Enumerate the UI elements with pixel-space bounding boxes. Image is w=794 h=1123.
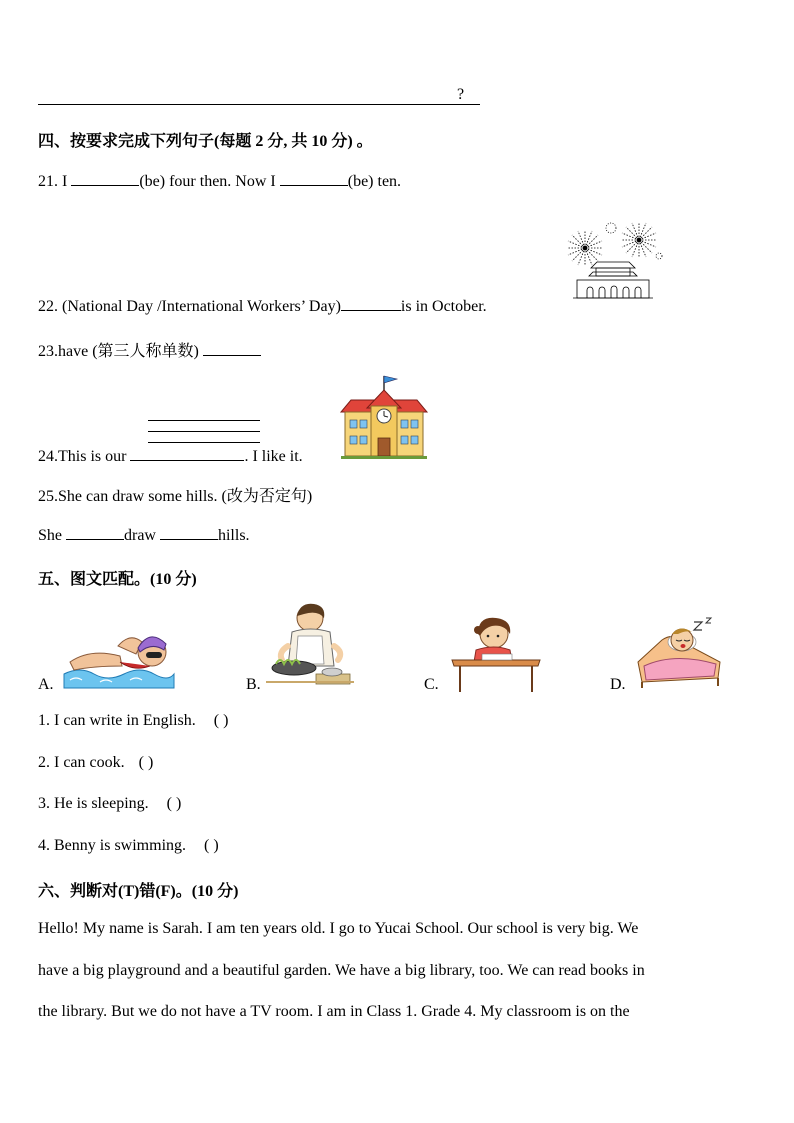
q25-answer-a: She	[38, 527, 66, 544]
picture-label-c: C.	[424, 676, 439, 693]
q24	[38, 446, 303, 466]
q22-part-a: 22. (National Day /International Workers’ Day)	[38, 298, 341, 315]
q25-answer-b: draw	[124, 527, 160, 544]
school-icon	[337, 372, 431, 460]
q25: 25.She can draw some hills. (改为否定句)	[38, 488, 313, 505]
passage-line-2: have a big playground and a beautiful garden. We have a big library, too. We can read books in	[38, 962, 645, 979]
top-answer-line	[38, 104, 480, 105]
q22-part-b: is in October.	[400, 298, 487, 315]
q24-extra-line-3	[148, 442, 260, 443]
q24-extra-line-1	[148, 420, 260, 421]
answer-paren[interactable]: ( )	[138, 754, 154, 771]
match-item-text: 4. Benny is swimming.	[38, 837, 187, 854]
match-item-text: 1. I can write in English.	[38, 712, 196, 729]
q25-blank-2[interactable]	[160, 525, 218, 540]
q22-blank[interactable]	[341, 296, 401, 311]
q23-blank[interactable]	[203, 341, 261, 356]
q24-extra-line-2	[148, 431, 260, 432]
sleeping-boy-icon	[634, 616, 722, 688]
q23	[38, 338, 261, 361]
q22	[38, 296, 487, 316]
q21-blank-1[interactable]	[71, 171, 139, 186]
question-mark: ?	[457, 86, 465, 103]
q24-part-a: 24.This is our	[38, 448, 131, 465]
q21-part-a: . I	[54, 173, 72, 190]
section5-heading: 五、图文匹配。(10 分)	[38, 571, 197, 588]
q23-part-a: 23.have (第三人称单数)	[38, 343, 203, 360]
match-item-text: 3. He is sleeping.	[38, 795, 149, 812]
q25-answer-c: hills.	[217, 527, 250, 544]
picture-label-d: D.	[610, 676, 626, 693]
q24-blank[interactable]	[130, 446, 244, 461]
cooking-icon	[264, 602, 356, 692]
match-item-text: 2. I can cook.	[38, 754, 125, 771]
section6-heading: 六、判断对(T)错(F)。(10 分)	[38, 883, 239, 900]
picture-label-b: B.	[246, 676, 261, 693]
passage-line-3: the library. But we do not have a TV room. I am in Class 1. Grade 4. My classroom is on the	[38, 1003, 630, 1020]
q24-part-b: . I like it.	[244, 448, 303, 465]
swimmer-icon	[60, 622, 178, 692]
q21-part-b: (be) four then. Now I	[139, 173, 280, 190]
national-day-fireworks-icon	[563, 218, 663, 304]
answer-paren[interactable]: ( )	[204, 837, 219, 854]
writing-girl-icon	[448, 612, 544, 694]
q21	[38, 171, 401, 191]
q25-answer	[38, 525, 250, 545]
answer-paren[interactable]: ( )	[213, 712, 229, 729]
answer-paren[interactable]: ( )	[166, 795, 182, 812]
section4-heading: 四、按要求完成下列句子(每题 2 分, 共 10 分) 。	[38, 133, 373, 150]
q25-blank-1[interactable]	[66, 525, 124, 540]
q21-num: 21	[38, 173, 54, 190]
picture-label-a: A.	[38, 676, 54, 693]
q21-part-c: (be) ten.	[347, 173, 402, 190]
q21-blank-2[interactable]	[280, 171, 348, 186]
match-item-1	[38, 712, 228, 730]
passage-line-1: Hello! My name is Sarah. I am ten years old. I go to Yucai School. Our school is very big. We	[38, 920, 639, 937]
match-item-4	[38, 837, 219, 855]
match-item-3	[38, 795, 181, 813]
match-item-2	[38, 754, 153, 772]
